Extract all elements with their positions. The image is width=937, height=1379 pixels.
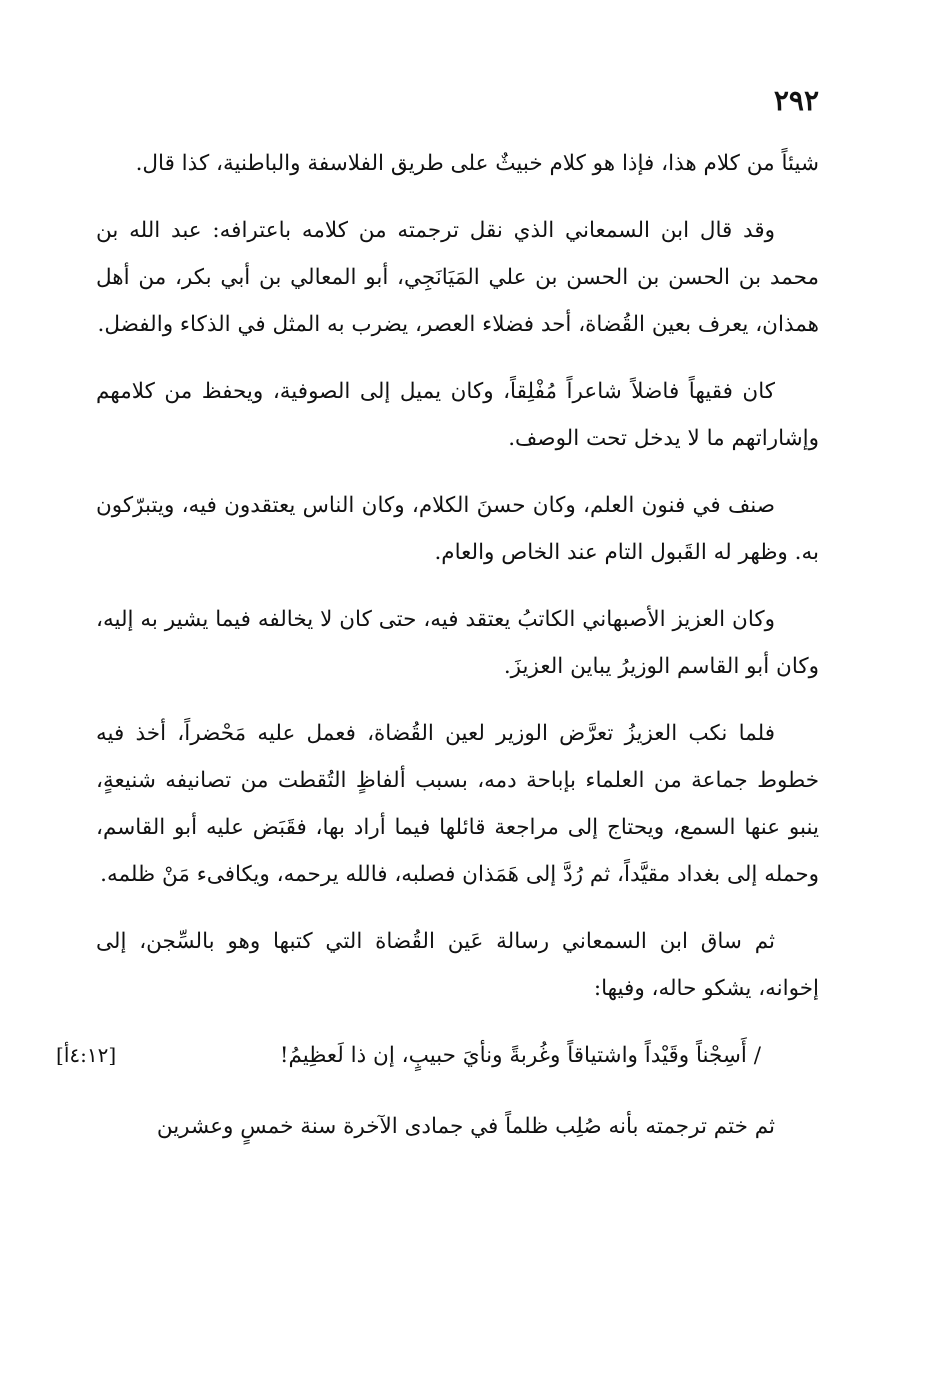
paragraph-6: فلما نكب العزيزُ تعرَّض الوزير لعين القُضاة، فعمل عليه مَحْضراً، أخذ فيه خطوط جماعة من العلماء بإباحة دمه، بسبب ألفاظٍ التُقطت من تصانيفه شنيعةٍ، ينبو عنها السمع، ويحتاج إلى مراجعة قائلها فيما أراد بها، فقَبَض عليه أبو القاسم، وحمله إلى بغداد مقيَّداً، ثم رُدَّ إلى هَمَذان فصلبه، فالله يرحمه، ويكافىء مَنْ ظلمه. [96,721,819,887]
paragraph-3: كان فقيهاً فاضلاً شاعراً مُفْلِقاً، وكان يميل إلى الصوفية، ويحفظ من كلامهم وإشاراتهم ما لا يدخل تحت الوصف. [96,379,819,451]
paragraph-7: ثم ساق ابن السمعاني رسالة عَين القُضاة التي كتبها وهو بالسِّجن، إلى إخوانه، يشكو حاله، وفيها: [96,929,819,1001]
paragraph-2: وقد قال ابن السمعاني الذي نقل ترجمته من كلامه باعترافه: عبد الله بن محمد بن الحسن بن الحسن بن علي المَيَانَجِي، أبو المعالي بن أبي بكر، من أهل همذان، يعرف بعين القُضاة، أحد فضلاء العصر، يضرب به المثل في الذكاء والفضل. [96,218,819,337]
paragraph-1: شيئاً من كلام هذا، فإذا هو كلام خبيثٌ على طريق الفلاسفة والباطنية، كذا قال. [135,151,819,176]
page-body [56,140,819,1170]
closing-paragraph: ثم ختم ترجمته بأنه صُلِب ظلماً في جمادى الآخرة سنة خمسٍ وعشرين [156,1114,775,1139]
page-number: ٢٩٢ [773,84,819,117]
manuscript-reference: [٤:١٢أ] [56,1043,117,1067]
verse-row [56,1032,819,1079]
paragraph-5: وكان العزيز الأصبهاني الكاتبُ يعتقد فيه، حتى كان لا يخالفه فيما يشير به إليه، وكان أبو القاسم الوزيرُ يباين العزيزَ. [96,607,819,679]
paragraph-4: صنف في فنون العلم، وكان حسنَ الكلام، وكان الناس يعتقدون فيه، ويتبرّكون به. وظهر له القَبول التام عند الخاص والعام. [96,493,819,565]
verse-line: / أَسِجْناً وقَيْداً واشتياقاً وغُربةً ونأيَ حبيبٍ، إن ذا لَعظِيمُ! [279,1043,761,1068]
